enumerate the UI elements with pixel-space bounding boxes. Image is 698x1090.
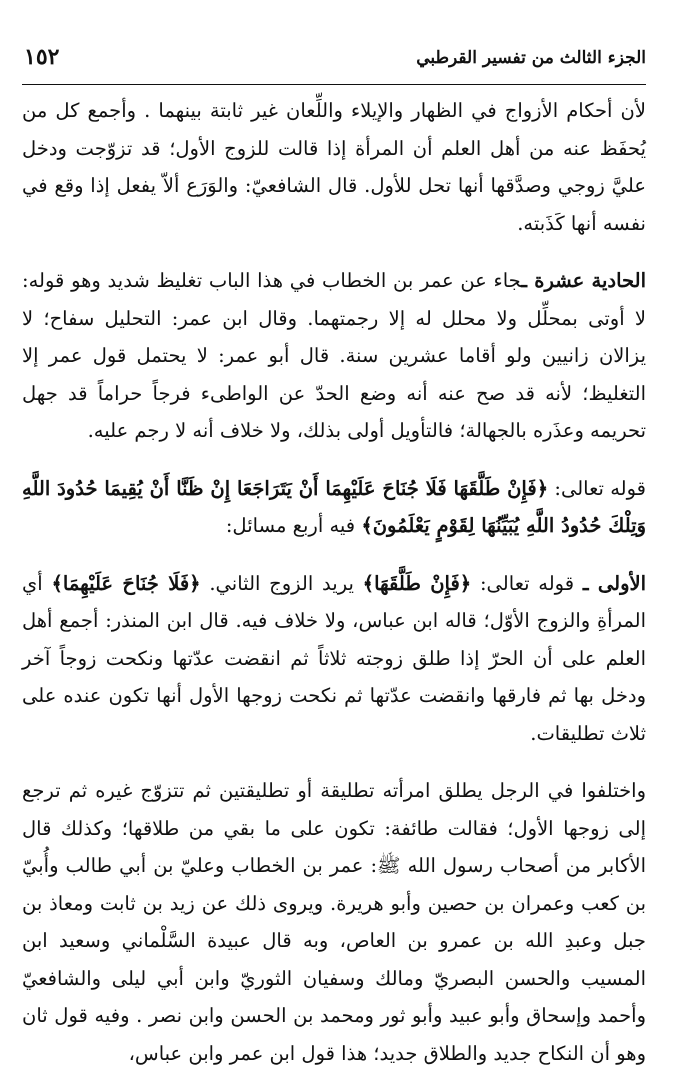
paragraph-3 <box>22 470 646 545</box>
paragraph-4-b: يريد الزوج الثاني. <box>209 571 354 595</box>
verse-outro: فيه أربع مسائل: <box>225 514 356 537</box>
paragraph-4 <box>22 565 646 753</box>
paragraph-5: واختلفوا في الرجل يطلق امرأته تطليقة أو تطليقتين ثم تتزوّج غيره ثم ترجع إلى زوجها الأول؛ فقالت طائفة: تكون على ما بقي من طلاقها؛ وكذلك قال الأكابر من أصحاب رسول الله ﷺ: عمر بن الخطاب وعليّ بن أبي طالب وأُبيّ بن كعب وعمران بن حصين وأبو هريرة. ويروى ذلك عن زيد بن ثابت ومعاذ بن جبل وعبدِ الله بن عمرو بن العاص، وبه قال عبيدة السَّلْماني وسعيد ابن المسيب والحسن البصريّ ومالك وسفيان الثوريّ وابن أبي ليلى والشافعيّ وأحمد وإسحاق وأبو عبيد وأبو ثور ومحمد بن الحسن وابن نصر . وفيه قول ثان وهو أن النكاح جديد والطلاق جديد؛ هذا قول ابن عمر وابن عباس، <box>22 779 646 1065</box>
page-header <box>22 44 646 85</box>
paragraph-4-a: قوله تعالى: <box>479 571 575 595</box>
issue-heading-eleventh: الحادية عشرة ـ <box>521 269 646 292</box>
running-title: الجزء الثالث من تفسير القرطبي <box>416 48 646 68</box>
quran-verse: ﴿فَإِنْ طَلَّقَهَا فَلَا جُنَاحَ عَلَيْهِمَا أَنْ يَتَرَاجَعَا إِنْ ظَنَّا أَنْ يُقِيمَا حُدُودَ اللَّهِ وَتِلْكَ حُدُودُ اللَّهِ يُبَيِّنُهَا لِقَوْمٍ يَعْلَمُونَ﴾ <box>22 476 646 537</box>
page-body <box>22 92 646 1072</box>
paragraph-2-text: جاء عن عمر بن الخطاب في هذا الباب تغليظ شديد وهو قوله: لا أوتى بمحلِّل ولا محلل له إلا رجمتهما. وقال ابن عمر: التحليل سفاح؛ لا يزالان زانيين ولو أقاما عشرين سنة. قال أبو عمر: لا يحتمل قول عمر إلا التغليظ؛ لأنه قد صح عنه أنه وضع الحدّ عن الواطىء فرجاً حراماً قد جهل تحريمه وعذَره بالجهالة؛ فالتأويل أولى بذلك، ولا خلاف أنه لا رجم عليه. <box>22 269 646 442</box>
paragraph-1: لأن أحكام الأزواج في الظهار والإيلاء واللِّعان غير ثابتة بينهما . وأجمع كل من يُحفَظ عنه من أهل العلم أن المرأة إذا قالت للزوج الأول؛ قد تزوّجت ودخل عليَّ زوجي وصدَّقها أنها تحل للأول. قال الشافعيّ: والوَرَع ألاّ يفعل إذا وقع في نفسه أنها كَذَبته. <box>22 99 646 235</box>
paragraph-4-c: أي المرأةِ والزوج الأوّل؛ قاله ابن عباس، ولا خلاف فيه. قال ابن المنذر: أجمع أهل العلم على أن الحرّ إذا طلق زوجته ثلاثاً ثم انقضت عدّتها ونكحت زوجاً آخر ودخل بها ثم فارقها وانقضت عدّتها ثم نكحت زوجها الأول أنها تكون عنده على ثلاث تطليقات. <box>22 571 646 745</box>
quran-fragment-1: ﴿فَإِنْ طَلَّقَهَا﴾ <box>362 571 472 595</box>
paragraph-2 <box>22 262 646 450</box>
verse-intro: قوله تعالى: <box>554 476 646 500</box>
issue-heading-first: الأولى ـ <box>582 571 647 595</box>
quran-fragment-2: ﴿فَلَا جُنَاحَ عَلَيْهِمَا﴾ <box>51 571 201 595</box>
page-number: ١٥٢ <box>24 44 60 70</box>
